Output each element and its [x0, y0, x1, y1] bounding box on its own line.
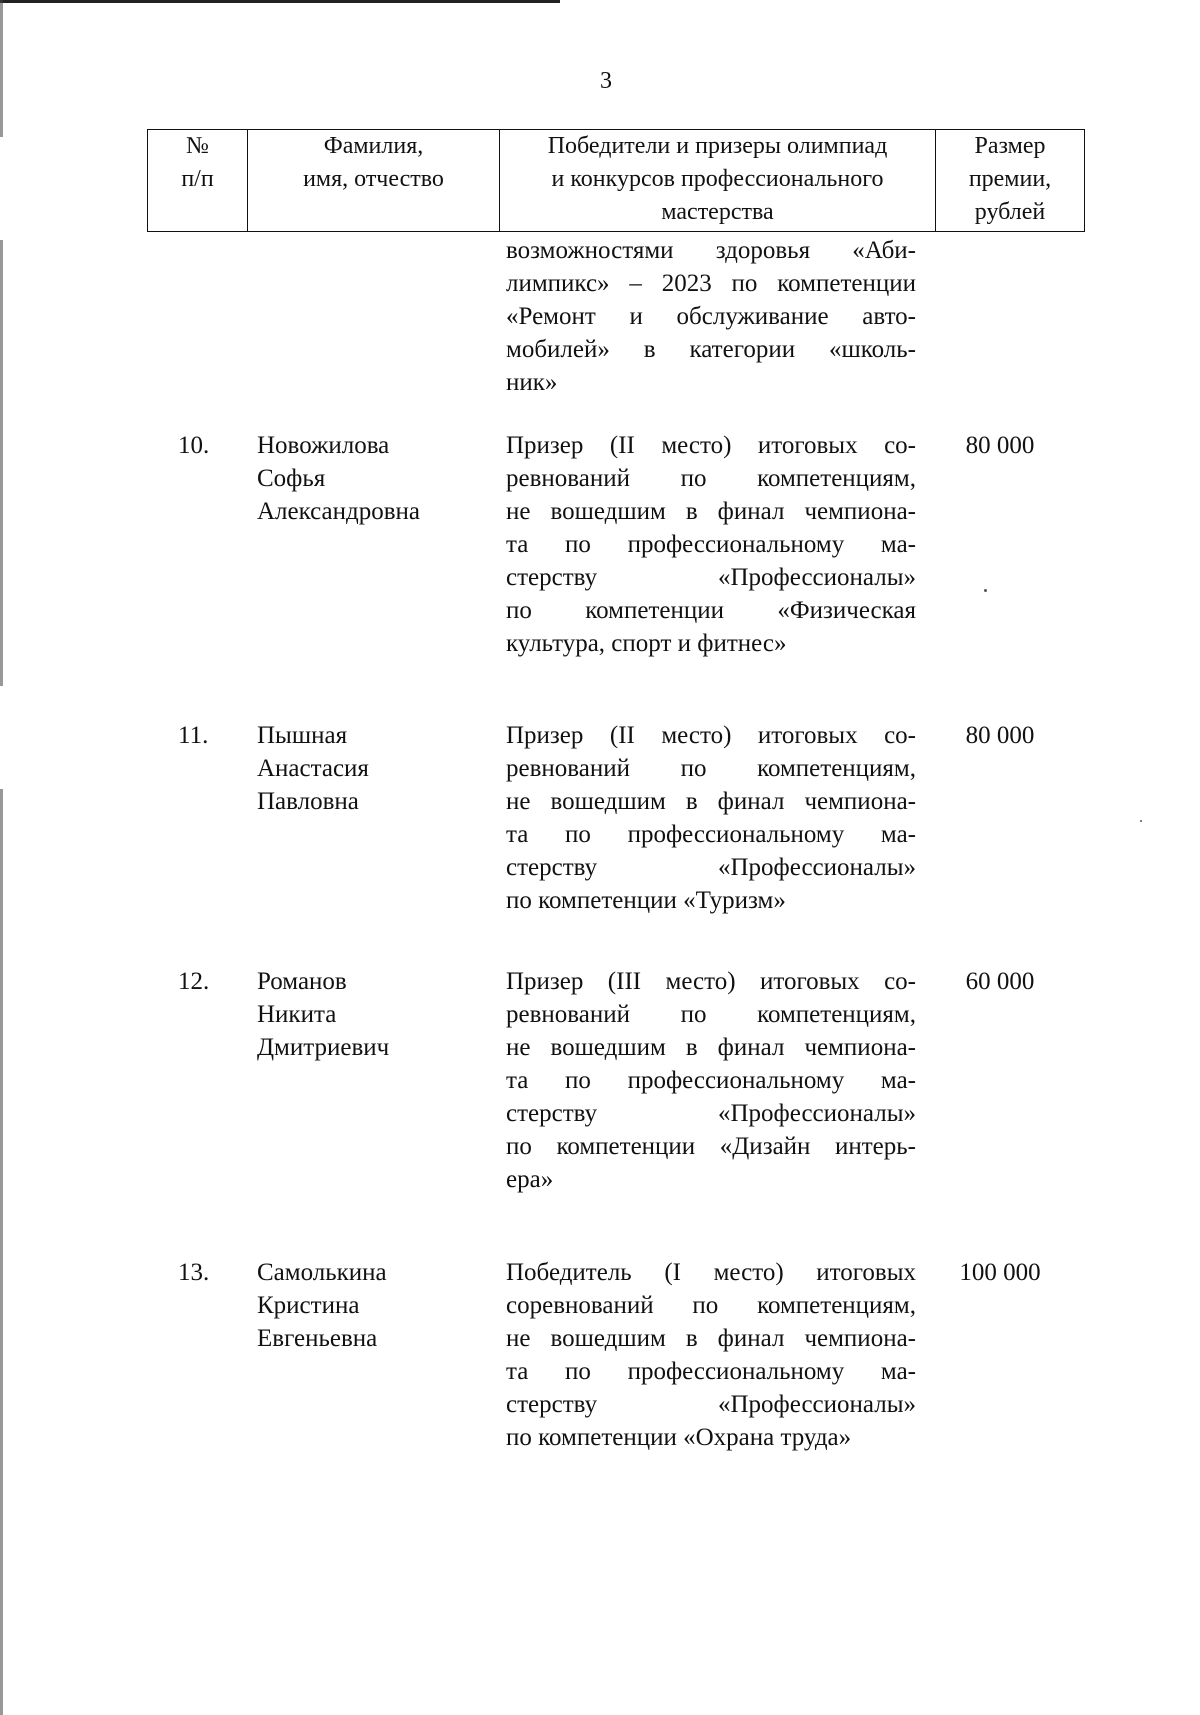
full-name-cell [257, 719, 487, 818]
achievement-line: ревнований по компетенциям, [506, 1001, 916, 1028]
achievement-line: Призер (II место) итоговых со- [506, 722, 916, 749]
achievement-line: стерству «Профессионалы» [506, 1100, 916, 1127]
achievement-line: Призер (III место) итоговых со- [506, 968, 916, 995]
achievement-line: стерству «Профессионалы» [506, 564, 916, 591]
header-text: и конкурсов профессионального [551, 166, 884, 192]
achievement-line: ера» [506, 1166, 554, 1193]
header-text: рублей [974, 199, 1046, 225]
achievement-line: Призер (II место) итоговых со- [506, 432, 916, 459]
full-name-cell [257, 429, 487, 528]
achievement-line: по компетенции «Охрана труда» [506, 1424, 852, 1451]
patronymic: Евгеньевна [257, 1325, 378, 1352]
prize-amount: 80 000 [965, 432, 1035, 459]
achievement-line: та по профессиональному ма- [506, 531, 916, 558]
achievement-line: не вошедшим в финал чемпиона- [506, 788, 916, 815]
achievement-line: не вошедшим в финал чемпиона- [506, 1034, 916, 1061]
achievement-line: по компетенции «Физическая [506, 597, 916, 624]
header-text: Размер [974, 133, 1046, 159]
scan-speck [1140, 820, 1142, 822]
header-text: Победители и призеры олимпиад [547, 133, 888, 159]
patronymic: Александровна [257, 498, 421, 525]
full-name-cell [257, 1256, 487, 1355]
header-text: № [186, 133, 209, 159]
patronymic: Дмитриевич [257, 1034, 390, 1061]
header-text: Фамилия, [323, 133, 424, 159]
prize-amount: 80 000 [965, 722, 1035, 749]
achievement-line: стерству «Профессионалы» [506, 854, 916, 881]
achievement-line: Победитель (I место) итоговых [506, 1259, 916, 1286]
achievement-line: соревнований по компетенциям, [506, 1292, 916, 1319]
achievement-line: «Ремонт и обслуживание авто- [506, 303, 916, 330]
header-text: п/п [181, 166, 214, 192]
achievement-line: не вошедшим в финал чемпиона- [506, 1325, 916, 1352]
first-name: Софья [257, 465, 326, 492]
achievement-line: та по профессиональному ма- [506, 1067, 916, 1094]
row-number: 13. [178, 1259, 210, 1286]
row-number: 12. [178, 968, 210, 995]
achievement-line: лимпикс» – 2023 по компетенции [506, 270, 916, 297]
header-text: имя, отчество [303, 166, 444, 192]
achievement-line: по компетенции «Дизайн интерь- [506, 1133, 916, 1160]
achievement-line: ревнований по компетенциям, [506, 465, 916, 492]
scan-speck [984, 589, 987, 592]
achievement-line: возможностями здоровья «Аби- [506, 237, 916, 264]
page-number: 3 [600, 68, 612, 94]
surname: Романов [257, 968, 347, 995]
surname: Самолькина [257, 1259, 387, 1286]
header-text: премии, [968, 166, 1052, 192]
achievement-line: ник» [506, 369, 558, 396]
row-number: 11. [178, 722, 209, 749]
achievement-line: та по профессиональному ма- [506, 821, 916, 848]
achievement-line: мобилей» в категории «школь- [506, 336, 916, 363]
surname: Новожилова [257, 432, 390, 459]
full-name-cell [257, 965, 487, 1064]
first-name: Кристина [257, 1292, 360, 1319]
row-number: 10. [178, 432, 210, 459]
achievement-line: культура, спорт и фитнес» [506, 630, 787, 657]
achievement-cell [506, 234, 916, 399]
achievement-line: та по профессиональному ма- [506, 1358, 916, 1385]
achievement-cell [506, 719, 916, 917]
first-name: Анастасия [257, 755, 369, 782]
prize-amount: 100 000 [959, 1259, 1041, 1286]
surname: Пышная [257, 722, 348, 749]
achievement-cell [506, 965, 916, 1196]
prize-amount: 60 000 [965, 968, 1035, 995]
patronymic: Павловна [257, 788, 359, 815]
header-text: мастерства [661, 199, 774, 225]
achievement-cell [506, 429, 916, 660]
achievement-cell [506, 1256, 916, 1454]
achievement-line: стерству «Профессионалы» [506, 1391, 916, 1418]
achievement-line: по компетенции «Туризм» [506, 887, 786, 914]
achievement-line: не вошедшим в финал чемпиона- [506, 498, 916, 525]
achievement-line: ревнований по компетенциям, [506, 755, 916, 782]
first-name: Никита [257, 1001, 337, 1028]
